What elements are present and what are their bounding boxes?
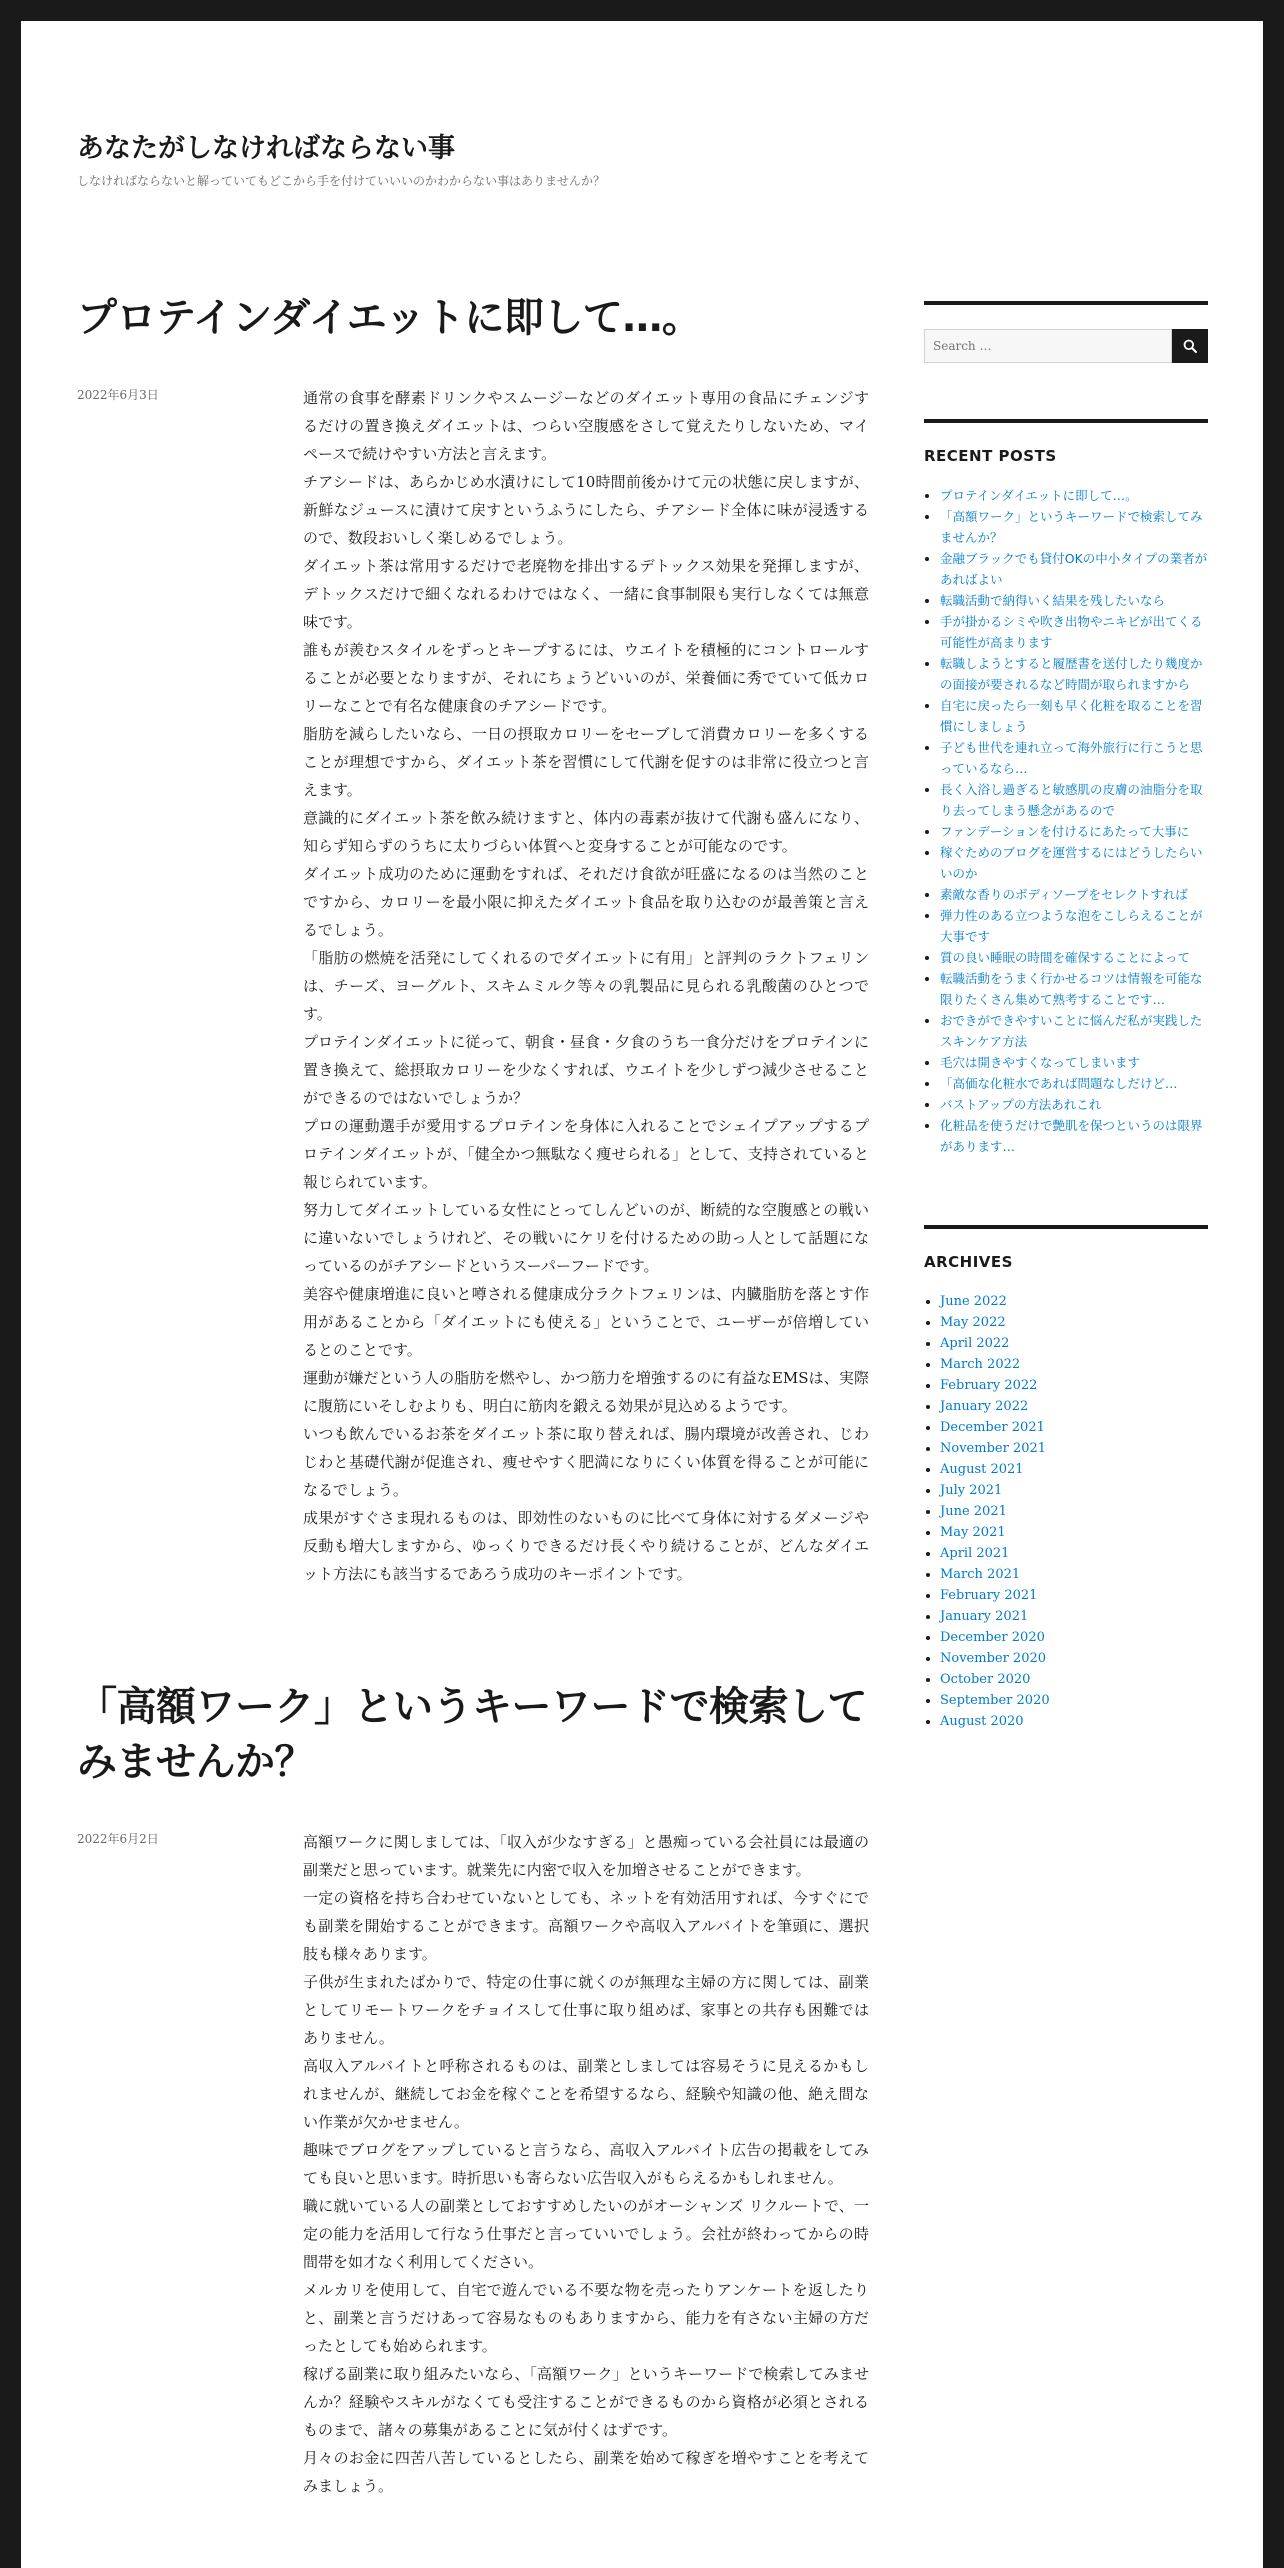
recent-posts-title: RECENT POSTS (924, 447, 1057, 465)
archives-widget (924, 1225, 1208, 1732)
archive-item-link[interactable]: December 2021 (940, 1420, 1045, 1435)
archive-item (940, 1627, 1208, 1648)
archive-item (940, 1480, 1208, 1501)
archive-item-link[interactable]: March 2021 (940, 1567, 1021, 1582)
recent-post-item (940, 1115, 1208, 1157)
recent-posts-list (924, 485, 1208, 1157)
recent-post-item-link[interactable]: 自宅に戻ったら一刻も早く化粧を取ることを習慣にしましょう (940, 698, 1203, 734)
archive-item-link[interactable]: November 2020 (940, 1651, 1047, 1666)
post-paragraph: ダイエット成功のために運動をすれば、それだけ食欲が旺盛になるのは当然のことですから、カロリーを最小限に抑えたダイエット食品を取り込むのが最善策と言えるでしょう。 (303, 865, 869, 939)
archive-item-link[interactable]: January 2022 (940, 1399, 1029, 1414)
archive-item (940, 1669, 1208, 1690)
recent-post-item-link[interactable]: 転職しようとすると履歴書を送付したり幾度かの面接が要されるなど時間が取られますから (940, 656, 1203, 692)
archive-item (940, 1711, 1208, 1732)
archive-item (940, 1585, 1208, 1606)
archive-item-link[interactable]: May 2022 (940, 1315, 1006, 1330)
archive-item-link[interactable]: April 2021 (940, 1546, 1010, 1561)
recent-post-item (940, 485, 1208, 506)
post-paragraph: 月々のお金に四苦八苦しているとしたら、副業を始めて稼ぎを増やすことを考えてみましょう。 (303, 2449, 869, 2495)
recent-post-item (940, 590, 1208, 611)
search-icon (1183, 339, 1197, 353)
post-paragraph: 高額ワークに関しましては、「収入が少なすぎる」と愚痴っている会社員には最適の副業だと思っています。就業先に内密で収入を加増させることができます。 (303, 1833, 869, 1879)
post-paragraph: 努力してダイエットしている女性にとってしんどいのが、断続的な空腹感との戦いに違いないでしょうけれど、その戦いにケリを付けるための助っ人として話題になっているのがチアシードというスーパーフードです。 (303, 1201, 869, 1275)
archives-title: ARCHIVES (924, 1253, 1013, 1271)
archive-item (940, 1312, 1208, 1333)
post-date[interactable]: 2022年6月2日 (77, 1832, 159, 1846)
recent-post-item-link[interactable]: 毛穴は開きやすくなってしまいます (940, 1055, 1141, 1070)
recent-post-item (940, 821, 1208, 842)
archive-item-link[interactable]: November 2021 (940, 1441, 1047, 1456)
sidebar (924, 301, 1208, 1732)
search-button[interactable] (1172, 329, 1208, 363)
archives-list (924, 1291, 1208, 1732)
recent-post-item-link[interactable]: 「高価な化粧水であれば問題なしだけど… (940, 1076, 1178, 1091)
recent-post-item (940, 947, 1208, 968)
archive-item-link[interactable]: August 2020 (940, 1714, 1024, 1729)
recent-post-item-link[interactable]: 金融ブラックでも貸付OKの中小タイプの業者があればよい (940, 551, 1208, 587)
archive-item-link[interactable]: July 2021 (940, 1483, 1003, 1498)
recent-post-item-link[interactable]: 転職活動をうまく行かせるコツは情報を可能な限りたくさん集めて熟考することです… (940, 971, 1203, 1007)
post (77, 1680, 887, 2500)
search-form (924, 329, 1208, 363)
recent-post-item-link[interactable]: 「高額ワーク」というキーワードで検索してみませんか？ (940, 509, 1203, 545)
post-paragraph: 誰もが羨むスタイルをずっとキープするには、ウエイトを積極的にコントロールすることが必要となりますが、それにちょうどいいのが、栄養価に秀でていて低カロリーなことで有名な健康食のチアシードです。 (303, 641, 869, 715)
recent-post-item-link[interactable]: 質の良い睡眠の時間を確保することによって (940, 950, 1191, 965)
recent-post-item (940, 653, 1208, 695)
post-paragraph: プロの運動選手が愛用するプロテインを身体に入れることでシェイプアップするプロテインダイエットが、「健全かつ無駄なく痩せられる」として、支持されていると報じられています。 (303, 1117, 869, 1191)
archive-item (940, 1417, 1208, 1438)
archive-item (940, 1375, 1208, 1396)
archive-item-link[interactable]: December 2020 (940, 1630, 1045, 1645)
site-description: しなければならないと解っていてもどこから手を付けていいいのかわからない事はありませんか？ (77, 174, 606, 189)
archive-item (940, 1501, 1208, 1522)
post-paragraph: 脂肪を減らしたいなら、一日の摂取カロリーをセーブして消費カロリーを多くすることが理想ですから、ダイエット茶を習慣にして代謝を促すのは非常に役立つと言えます。 (303, 725, 869, 799)
archive-item (940, 1459, 1208, 1480)
post-paragraph: 意識的にダイエット茶を飲み続けますと、体内の毒素が抜けて代謝も盛んになり、知らず知らずのうちに太りづらい体質へと変身することが可能なのです。 (303, 809, 869, 855)
archive-item-link[interactable]: February 2021 (940, 1588, 1038, 1603)
archive-item (940, 1690, 1208, 1711)
recent-post-item-link[interactable]: ファンデーションを付けるにあたって大事に (940, 824, 1190, 839)
search-input[interactable] (924, 329, 1172, 363)
post-paragraph: プロテインダイエットに従って、朝食・昼食・夕食のうち一食分だけをプロテインに置き換えて、総摂取カロリーを少なくすれば、ウエイトを少しずつ減少させることができるのではないでしょうか？ (303, 1033, 869, 1107)
site-title-link[interactable]: あなたがしなければならない事 (77, 133, 455, 164)
recent-post-item-link[interactable]: プロテインダイエットに即して…。 (940, 488, 1138, 503)
archive-item-link[interactable]: March 2022 (940, 1357, 1021, 1372)
recent-post-item-link[interactable]: バストアップの方法あれこれ (940, 1097, 1102, 1112)
recent-post-item (940, 1010, 1208, 1052)
recent-post-item (940, 611, 1208, 653)
archive-item-link[interactable]: September 2020 (940, 1693, 1050, 1708)
post-paragraph: 成果がすぐさま現れるものは、即効性のないものに比べて身体に対するダメージや反動も増大しますから、ゆっくりできるだけ長くやり続けることが、どんなダイエット方法にも該当するであろう成功のキーポイントです。 (303, 1509, 869, 1583)
archive-item-link[interactable]: February 2022 (940, 1378, 1038, 1393)
post-paragraph: 一定の資格を持ち合わせていないとしても、ネットを有効活用すれば、今すぐにでも副業を開始することができます。高額ワークや高収入アルバイトを筆頭に、選択肢も様々あります。 (303, 1889, 869, 1963)
recent-posts-widget (924, 419, 1208, 1169)
recent-post-item-link[interactable]: 素敵な香りのボディソープをセレクトすれば (940, 887, 1188, 902)
post-content (303, 384, 869, 1588)
archive-item-link[interactable]: October 2020 (940, 1672, 1031, 1687)
post-title[interactable]: プロテインダイエットに即して…。 (77, 295, 702, 341)
recent-post-item (940, 842, 1208, 884)
post-paragraph: 運動が嫌だという人の脂肪を燃やし、かつ筋力を増強するのに有益なEMSは、実際に腹筋にいそしむよりも、明白に筋肉を鍛える効果が見込めるようです。 (303, 1369, 869, 1415)
post-paragraph: 稼げる副業に取り組みたいなら、「高額ワーク」というキーワードで検索してみませんか？経験やスキルがなくても受注することができるものから資格が必須とされるものまで、諸々の募集があることに気が付くはずです。 (303, 2365, 869, 2439)
archive-item (940, 1564, 1208, 1585)
archive-item (940, 1648, 1208, 1669)
recent-post-item-link[interactable]: 稼ぐためのブログを運営するにはどうしたらいいのか (940, 845, 1203, 881)
recent-post-item (940, 1052, 1208, 1073)
recent-post-item (940, 968, 1208, 1010)
recent-post-item-link[interactable]: 転職活動で納得いく結果を残したいなら (940, 593, 1166, 608)
page (21, 21, 1263, 2568)
post-content (303, 1828, 869, 2500)
post-paragraph: 高収入アルバイトと呼称されるものは、副業としましては容易そうに見えるかもしれませんが、継続してお金を稼ぐことを希望するなら、経験や知識の他、絶え間ない作業が欠かせません。 (303, 2057, 869, 2131)
post-paragraph: 職に就いている人の副業としておすすめしたいのがオーシャンズ リクルートで、一定の能力を活用して行なう仕事だと言っていいでしょう。会社が終わってからの時間帯を如才なく利用してください。 (303, 2197, 869, 2271)
archive-item-link[interactable]: April 2022 (940, 1336, 1010, 1351)
post-paragraph: メルカリを使用して、自宅で遊んでいる不要な物を売ったりアンケートを返したりと、副業と言うだけあって容易なものもありますから、能力を有さない主婦の方だったとしても始められます。 (303, 2281, 869, 2355)
recent-post-item (940, 506, 1208, 548)
archive-item-link[interactable]: August 2021 (940, 1462, 1024, 1477)
archive-item (940, 1291, 1208, 1312)
post-paragraph: いつも飲んでいるお茶をダイエット茶に取り替えれば、腸内環境が改善され、じわじわと基礎代謝が促進され、痩せやすく肥満になりにくい体質を得ることが可能になるでしょう。 (303, 1425, 869, 1499)
recent-post-item (940, 548, 1208, 590)
post-paragraph: 子供が生まれたばかりで、特定の仕事に就くのが無理な主婦の方に関しては、副業としてリモートワークをチョイスして仕事に取り組めば、家事との共存も困難ではありません。 (303, 1973, 869, 2047)
archive-item-link[interactable]: June 2022 (940, 1294, 1007, 1309)
recent-post-item (940, 695, 1208, 737)
recent-post-item-link[interactable]: おできができやすいことに悩んだ私が実践したスキンケア方法 (940, 1013, 1203, 1049)
archive-item (940, 1438, 1208, 1459)
recent-post-item (940, 1094, 1208, 1115)
archive-item (940, 1333, 1208, 1354)
recent-post-item (940, 884, 1208, 905)
post-paragraph: 通常の食事を酵素ドリンクやスムージーなどのダイエット専用の食品にチェンジするだけの置き換えダイエットは、つらい空腹感をさして覚えたりしないため、マイペースで続けやすい方法と言えます。 (303, 389, 869, 463)
recent-post-item (940, 1073, 1208, 1094)
post-paragraph: 「脂肪の燃焼を活発にしてくれるのでダイエットに有用」と評判のラクトフェリンは、チーズ、ヨーグルト、スキムミルク等々の乳製品に見られる乳酸菌のひとつです。 (303, 949, 869, 1023)
archive-item (940, 1522, 1208, 1543)
post-paragraph: 趣味でブログをアップしていると言うなら、高収入アルバイト広告の掲載をしてみても良いと思います。時折思いも寄らない広告収入がもらえるかもしれません。 (303, 2141, 869, 2187)
post (77, 291, 887, 1588)
archive-item-link[interactable]: June 2021 (940, 1504, 1007, 1519)
archive-item-link[interactable]: May 2021 (940, 1525, 1006, 1540)
post-paragraph: ダイエット茶は常用するだけで老廃物を排出するデトックス効果を発揮しますが、デトックスだけで細くなれるわけではなく、一緒に食事制限も実行しなくては無意味です。 (303, 557, 869, 631)
recent-post-item (940, 905, 1208, 947)
archive-item (940, 1606, 1208, 1627)
post-title[interactable]: 「高額ワーク」というキーワードで検索してみませんか？ (77, 1684, 867, 1785)
archive-item-link[interactable]: January 2021 (940, 1609, 1029, 1624)
post-paragraph: チアシードは、あらかじめ水漬けにして10時間前後かけて元の状態に戻しますが、新鮮なジュースに漬けて戻すというふうにしたら、チアシード全体に味が浸透するので、数段おいしく楽しめるでしょう。 (303, 473, 869, 547)
site-header (77, 131, 977, 189)
archive-item (940, 1354, 1208, 1375)
recent-post-item (940, 737, 1208, 779)
post-paragraph: 美容や健康増進に良いと噂される健康成分ラクトフェリンは、内臓脂肪を落とす作用があることから「ダイエットにも使える」ということで、ユーザーが倍増しているとのことです。 (303, 1285, 869, 1359)
archive-item (940, 1396, 1208, 1417)
recent-post-item-link[interactable]: 弾力性のある立つような泡をこしらえることが大事です (940, 908, 1203, 944)
search-widget (924, 301, 1208, 363)
post-date[interactable]: 2022年6月3日 (77, 388, 159, 402)
recent-post-item (940, 779, 1208, 821)
recent-post-item-link[interactable]: 子ども世代を連れ立って海外旅行に行こうと思っているなら… (940, 740, 1203, 776)
main-content (77, 291, 887, 2500)
recent-post-item-link[interactable]: 長く入浴し過ぎると敏感肌の皮膚の油脂分を取り去ってしまう懸念があるので (940, 782, 1203, 818)
recent-post-item-link[interactable]: 化粧品を使うだけで艶肌を保つというのは限界があります… (940, 1118, 1203, 1154)
recent-post-item-link[interactable]: 手が掛かるシミや吹き出物やニキビが出てくる可能性が高まります (940, 614, 1203, 650)
archive-item (940, 1543, 1208, 1564)
